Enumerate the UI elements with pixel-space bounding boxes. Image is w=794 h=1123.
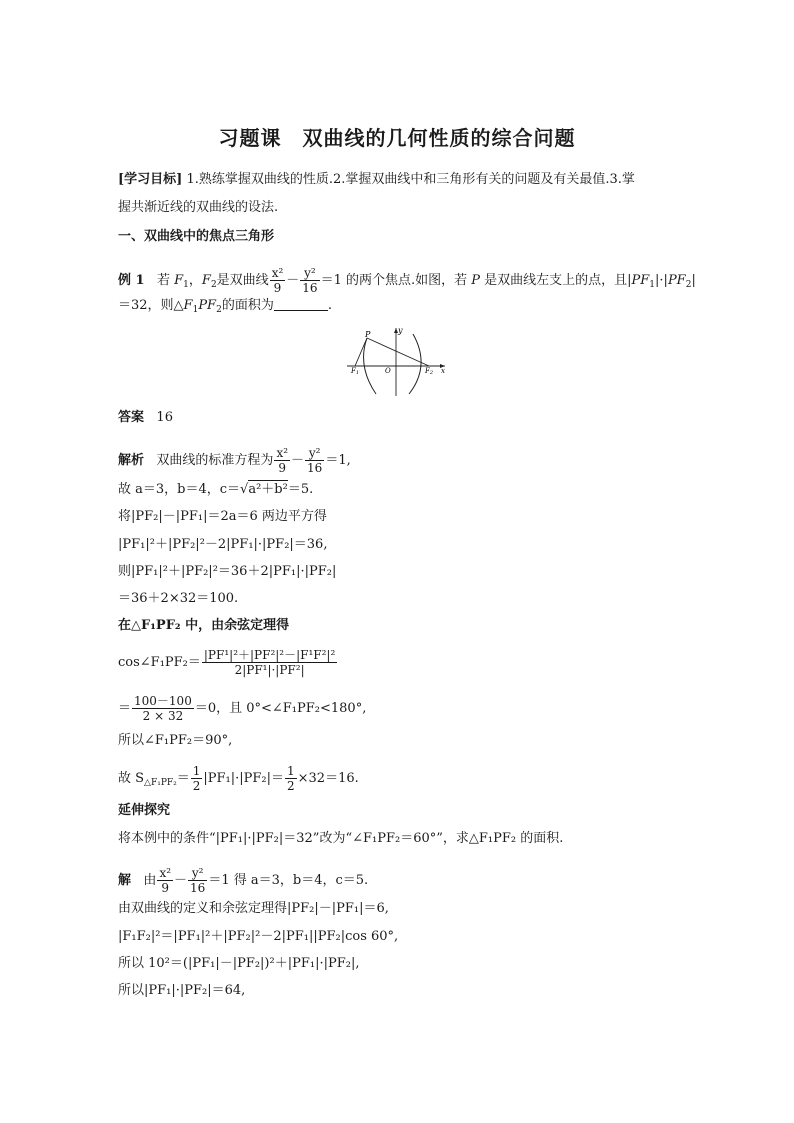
fraction-y2-16: $\frac{\text{y²}}{16}$ — [190, 866, 206, 895]
label-y: y — [398, 326, 403, 335]
example-text-b: 是双曲线 — [216, 273, 269, 288]
answer-line — [118, 410, 173, 426]
comma: ， — [188, 273, 202, 288]
sub: 2 — [210, 280, 217, 290]
label-o: O — [385, 367, 391, 375]
section-heading-1: 一、双曲线中的焦点三角形 — [118, 229, 275, 244]
fraction-half: $\frac{1}{2}$ — [287, 764, 295, 793]
segment-pf1 — [355, 338, 367, 366]
solution-line7: 在△F₁PF₂ 中，由余弦定理得 — [118, 618, 290, 633]
solution-line9: ＝ $\frac{100-100}{2 \times 32}$ ＝0，且 0°<∠F₁PF₂<180°, — [118, 694, 367, 723]
solution-line10: 所以∠F₁PF₂＝90°, — [118, 733, 233, 748]
solution-line5: 则|PF₁|²＋|PF₂|²＝36＋2|PF₁|·|PF₂| — [118, 564, 337, 579]
var-f: F — [201, 273, 211, 288]
solution-line8: cos∠F₁PF₂＝ $\frac{\text{|PF¹|²＋|PF²|²－|F¹F²|²}}{\text{2|PF¹|·|PF²|}}$ — [118, 648, 336, 677]
learning-goals-text1: 1.熟练掌握双曲线的性质.2.掌握双曲线中和三角形有关的问题及有关最值.3.掌 — [186, 172, 635, 187]
sub: 1 — [183, 280, 189, 290]
solution-line1: 解析 双曲线的标准方程为 $\frac{\text{x²}}{9}$ － $\frac{\text{y²}}{16}$ ＝1, — [118, 446, 351, 475]
fraction-y2-16: $\frac{\text{y²}}{16}$ — [307, 446, 323, 475]
fraction-100: $\frac{100-100}{2 \times 32}$ — [134, 694, 192, 723]
label-p: P — [365, 330, 371, 339]
extension-solution-line5: 所以|PF₁|·|PF₂|＝64, — [118, 983, 246, 998]
example-1-line2: ＝32，则$\triangle F_1PF_2$的面积为 . — [118, 298, 332, 315]
solution-line2: 故 a＝3，b＝4，c＝√a²＋b²＝5. — [118, 482, 314, 497]
fraction-cos: $\frac{\text{|PF¹|²＋|PF²|²－|F¹F²|²}}{\text{2|PF¹|·|PF²|}}$ — [203, 648, 336, 677]
label-x: x — [441, 367, 445, 375]
extension-solution-line2: 由双曲线的定义和余弦定理得|PF₂|－|PF₁|＝6, — [118, 901, 389, 916]
answer-value: 16 — [156, 410, 173, 425]
learning-goals-line1 — [118, 172, 635, 188]
solution-line4: |PF₁|²＋|PF₂|²－2|PF₁|·|PF₂|＝36, — [118, 537, 328, 552]
solution-line11: 故 $S_{\triangle F_1PF_2}=$ $\frac{1}{2}$ |PF₁|·|PF₂|＝ $\frac{1}{2}$ ×32＝16. — [118, 764, 359, 793]
solution-line3: 将|PF₂|－|PF₁|＝2a＝6 两边平方得 — [118, 509, 327, 524]
solution-label: 解析 — [118, 453, 145, 468]
var-pf: PF — [667, 273, 686, 288]
example-text-d: 是双曲线左支上的点，且| — [479, 273, 632, 288]
fraction-x2-9: $\frac{\text{x²}}{9}$ — [159, 866, 172, 895]
var-f: F — [174, 273, 184, 288]
extension-solution-line3: |F₁F₂|²＝|PF₁|²＋|PF₂|²－2|PF₁||PF₂|cos 60°, — [118, 929, 399, 944]
fraction-y2-16: $\frac{\text{y²}}{16}$ — [302, 266, 318, 295]
minus: － — [286, 273, 300, 288]
var-pf: PF — [631, 273, 650, 288]
extension-solution-line1: 解 由 $\frac{\text{x²}}{9}$ － $\frac{\text{y²}}{16}$ ＝1 得 a＝3，b＝4，c＝5. — [118, 866, 369, 895]
example-text-c: ＝1 的两个焦点.如图，若 — [320, 273, 472, 288]
extension-text: 将本例中的条件“|PF₁|·|PF₂|＝32”改为“∠F₁PF₂＝60°”，求△F₁PF₂ 的面积. — [118, 831, 564, 846]
fraction-x2-9: $\frac{\text{x²}}{9}$ — [276, 446, 289, 475]
solution-line6: ＝36＋2×32＝100. — [118, 591, 239, 606]
learning-goals-line2: 握共渐近线的双曲线的设法. — [118, 200, 279, 215]
hyperbola-figure — [345, 326, 449, 398]
example-text-a: 若 — [156, 273, 175, 288]
fraction-x2-9: $\frac{\text{x²}}{9}$ — [271, 266, 284, 295]
sqrt-expr: a²＋b² — [248, 482, 288, 497]
extension-label: 延伸探究 — [118, 803, 171, 818]
var-p: P — [471, 273, 480, 288]
example-label: 例 1 — [118, 273, 145, 288]
label-f2: F2 — [425, 367, 434, 376]
fraction-half: $\frac{1}{2}$ — [192, 764, 201, 793]
extension-solution-line4: 所以 10²＝(|PF₁|－|PF₂|)²＋|PF₁|·|PF₂|, — [118, 956, 360, 971]
learning-goals-label: [学习目标] — [118, 172, 183, 187]
answer-label: 答案 — [118, 410, 145, 425]
extension-solution-label: 解 — [118, 873, 132, 888]
label-f1: F1 — [351, 367, 360, 376]
example-1-line1: 例 1 若 $F_1$，$F_2$是双曲线 $\frac{\text{x²}}{9}$ － $\frac{\text{y²}}{16}$ ＝1 的两个焦点.如图，若 P 是双曲线左支上的点，且$|PF_1|\cdot|PF_2|$ — [118, 266, 696, 295]
right-branch — [409, 334, 421, 394]
page-title: 习题课 双曲线的几何性质的综合问题 — [218, 126, 576, 150]
answer-blank — [274, 298, 328, 311]
